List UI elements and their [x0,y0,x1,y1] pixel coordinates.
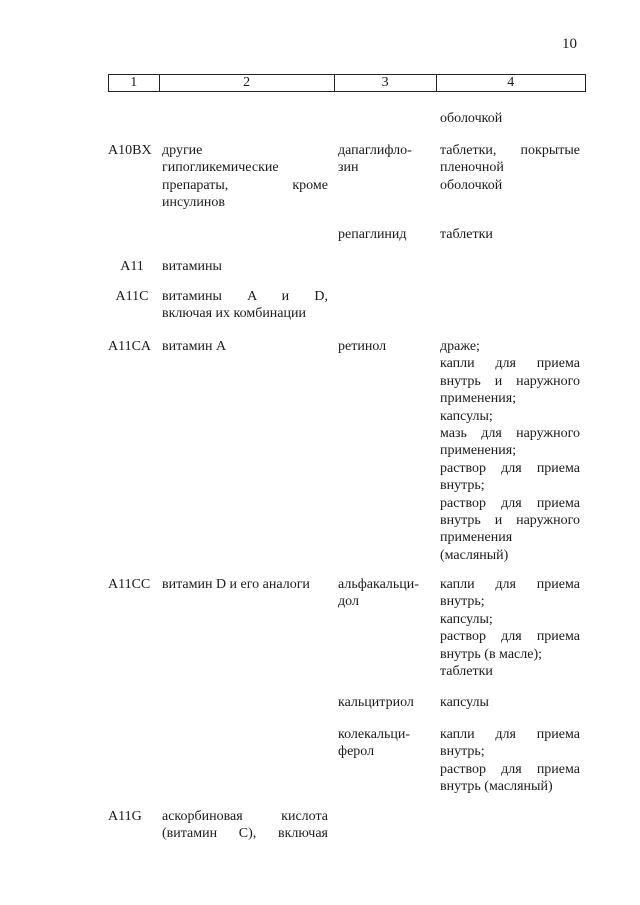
dosage-form-line: применения; [440,391,517,407]
dosage-form-line: таблетки [440,664,493,680]
drug-name-line: ферол [338,744,375,760]
name-line: препараты, кроме [162,177,328,193]
dosage-form-line: (масляный) [440,547,509,563]
dosage-form [440,338,580,564]
atc-code: A11 [120,259,144,274]
name-line: витамин D и его аналоги [162,577,310,592]
header-col-4: 4 [436,75,585,92]
dosage-form [440,226,580,243]
dosage-form-line: применения [440,530,513,546]
atc-group-name [162,338,328,355]
dosage-form-line: внутрь; [440,594,485,610]
atc-group-name [162,808,328,843]
name-line: другие [162,143,203,158]
dosage-form-line: внутрь (масляный) [440,779,553,795]
name-line: витамины [162,259,222,274]
dosage-form-line: таблетки [440,227,493,242]
atc-group-name [162,576,328,593]
name-line: (витамин C), включая [162,826,328,842]
dosage-form-line: капсулы; [440,611,493,627]
atc-code: A11CC [108,577,151,592]
table-header [108,74,586,92]
header-col-1: 1 [109,75,160,92]
dosage-form-line: мазь для наружного [440,426,580,442]
drug-name-line: дол [338,594,359,610]
name-line: инсулинов [162,195,225,211]
name-line: гипогликемические [162,160,279,176]
dosage-form [440,694,580,711]
dosage-form-line: капли для приема [440,727,580,742]
drug-name-line: репаглинид [338,227,407,242]
dosage-form-line: капли для приема [440,577,580,592]
name-line: витамины A и D, [162,289,328,304]
dosage-form-line: внутрь; [440,478,485,494]
dosage-form-line: оболочкой [440,111,503,126]
drug-name [338,338,436,355]
drug-name [338,576,436,611]
header-col-2: 2 [159,75,334,92]
atc-group-name [162,142,328,212]
atc-group-name [162,288,328,323]
dosage-form-line: капсулы; [440,408,493,424]
dosage-form-line: драже; [440,339,480,354]
drug-name [338,694,436,711]
dosage-form-line: внутрь и наружного [440,513,580,529]
dosage-form [440,726,580,796]
name-line: включая их комбинации [162,306,306,322]
dosage-form-line: применения; [440,443,517,459]
drug-name-line: зин [338,160,359,176]
dosage-form-line: оболочкой [440,177,503,193]
drug-name-line: альфакальци- [338,577,419,592]
dosage-form-line: таблетки, покрытые [440,143,580,158]
atc-code: A11CA [108,339,152,354]
drug-name [338,142,436,177]
header-col-3: 3 [334,75,436,92]
dosage-form-line: раствор для приема [440,460,580,476]
dosage-form-line: внутрь; [440,744,485,760]
dosage-form-line: капсулы [440,695,489,710]
dosage-form-line: капли для приема [440,356,580,372]
drug-name-line: кальцитриол [338,695,414,710]
name-line: витамин A [162,339,227,354]
dosage-form-line: раствор для приема [440,761,580,777]
dosage-form-line: раствор для приема [440,629,580,645]
atc-group-name [162,258,328,275]
drug-name-line: колекальци- [338,727,411,742]
drug-name-line: дапаглифло- [338,143,412,158]
atc-code: A11G [108,809,142,824]
dosage-form [440,142,580,194]
dosage-form-line: внутрь (в масле); [440,646,542,662]
drug-name [338,226,436,243]
atc-code: A11C [115,289,149,304]
dosage-form-line: раствор для приема [440,495,580,511]
name-line: аскорбиновая кислота [162,809,328,824]
page-number: 10 [562,36,577,52]
dosage-form [440,110,580,127]
dosage-form [440,576,580,680]
drug-name [338,726,436,761]
atc-code: A10BX [108,143,152,158]
drug-name-line: ретинол [338,339,387,354]
dosage-form-line: внутрь и наружного [440,373,580,389]
dosage-form-line: пленочной [440,160,504,176]
